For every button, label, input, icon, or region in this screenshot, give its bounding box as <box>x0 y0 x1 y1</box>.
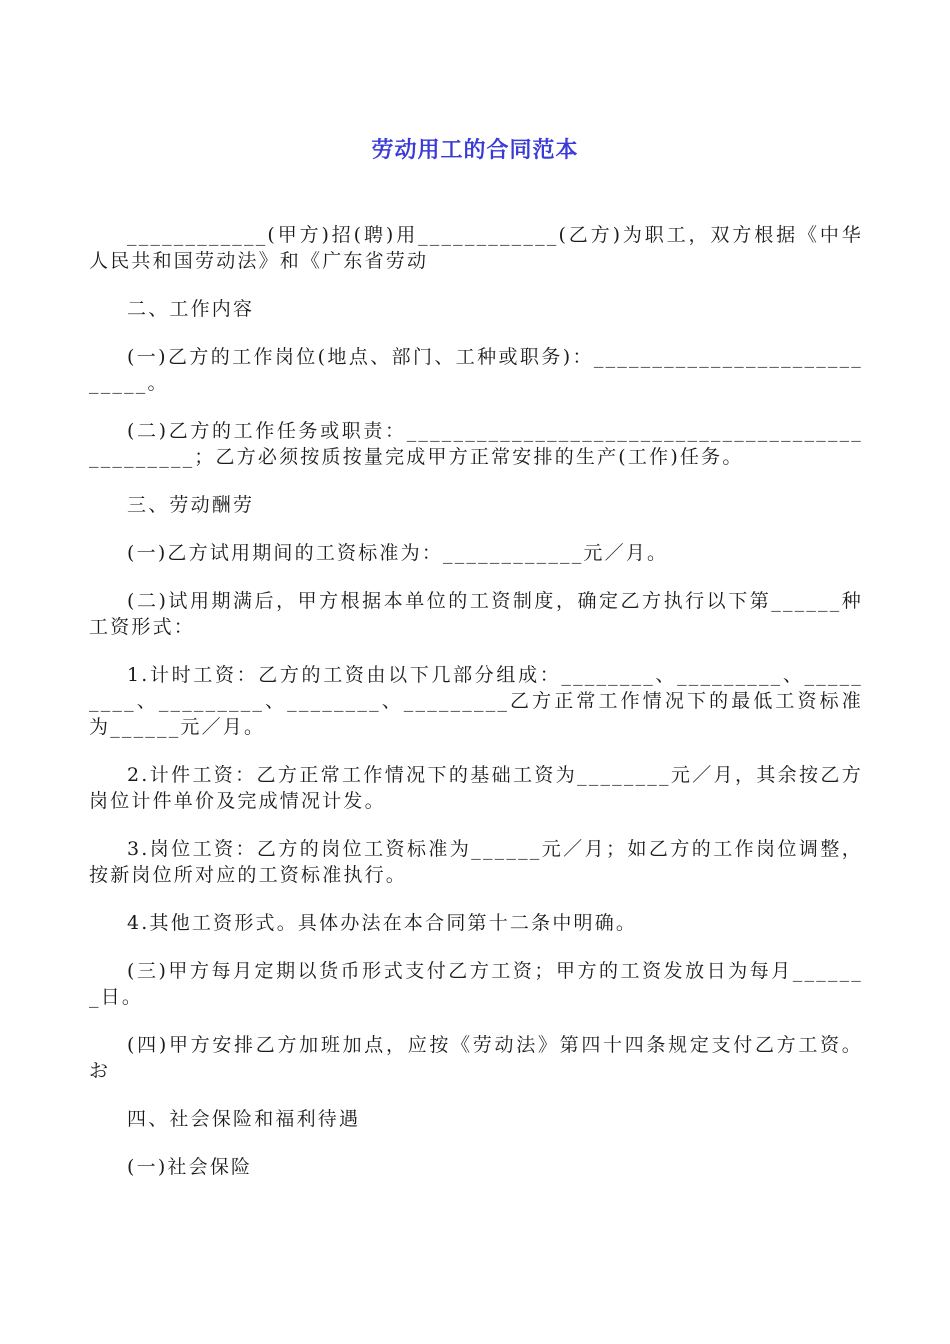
paragraph-parties: ____________(甲方)招(聘)用____________(乙方)为职工，双方根据《中华人民共和国劳动法》和《广东省劳动 <box>89 224 863 272</box>
paragraph-time-wage: 1.计时工资：乙方的工资由以下几部分组成：________、_________、_________、_________、________、_________乙方正常工作情况下的最低工资标准为______元／月。 <box>89 664 863 738</box>
paragraph-social-insurance: (一)社会保险 <box>127 1156 253 1178</box>
paragraph-position-wage: 3.岗位工资：乙方的岗位工资标准为______元／月；如乙方的工作岗位调整，按新岗位所对应的工资标准执行。 <box>89 838 863 886</box>
document-body <box>89 222 863 1202</box>
paragraph-overtime: (四)甲方安排乙方加班加点，应按《劳动法》第四十四条规定支付乙方工资。お <box>89 1034 863 1082</box>
document-title: 劳动用工的合同范本 <box>371 138 579 163</box>
paragraph-job-position: (一)乙方的工作岗位(地点、部门、工种或职务)：____________________________。 <box>89 346 863 394</box>
paragraph-piece-wage: 2.计件工资：乙方正常工作情况下的基础工资为________元／月，其余按乙方岗位计件单价及完成情况计发。 <box>89 764 863 812</box>
paragraph-other-wage: 4.其他工资形式。具体办法在本合同第十二条中明确。 <box>127 912 638 934</box>
section-heading-work-content: 二、工作内容 <box>127 298 255 320</box>
paragraph-probation-wage: (一)乙方试用期间的工资标准为：____________元／月。 <box>127 542 669 564</box>
section-heading-remuneration: 三、劳动酬劳 <box>127 494 255 516</box>
paragraph-job-duties: (二)乙方的工作任务或职责：________________________________________________；乙方必须按质按量完成甲方正常安排的生产(工作)任务。 <box>89 420 863 468</box>
paragraph-wage-form: (二)试用期满后，甲方根据本单位的工资制度，确定乙方执行以下第______种工资形式： <box>89 590 863 638</box>
paragraph-payment-date: (三)甲方每月定期以货币形式支付乙方工资；甲方的工资发放日为每月_______日。 <box>89 960 863 1008</box>
section-heading-social-insurance: 四、社会保险和福利待遇 <box>127 1108 361 1130</box>
